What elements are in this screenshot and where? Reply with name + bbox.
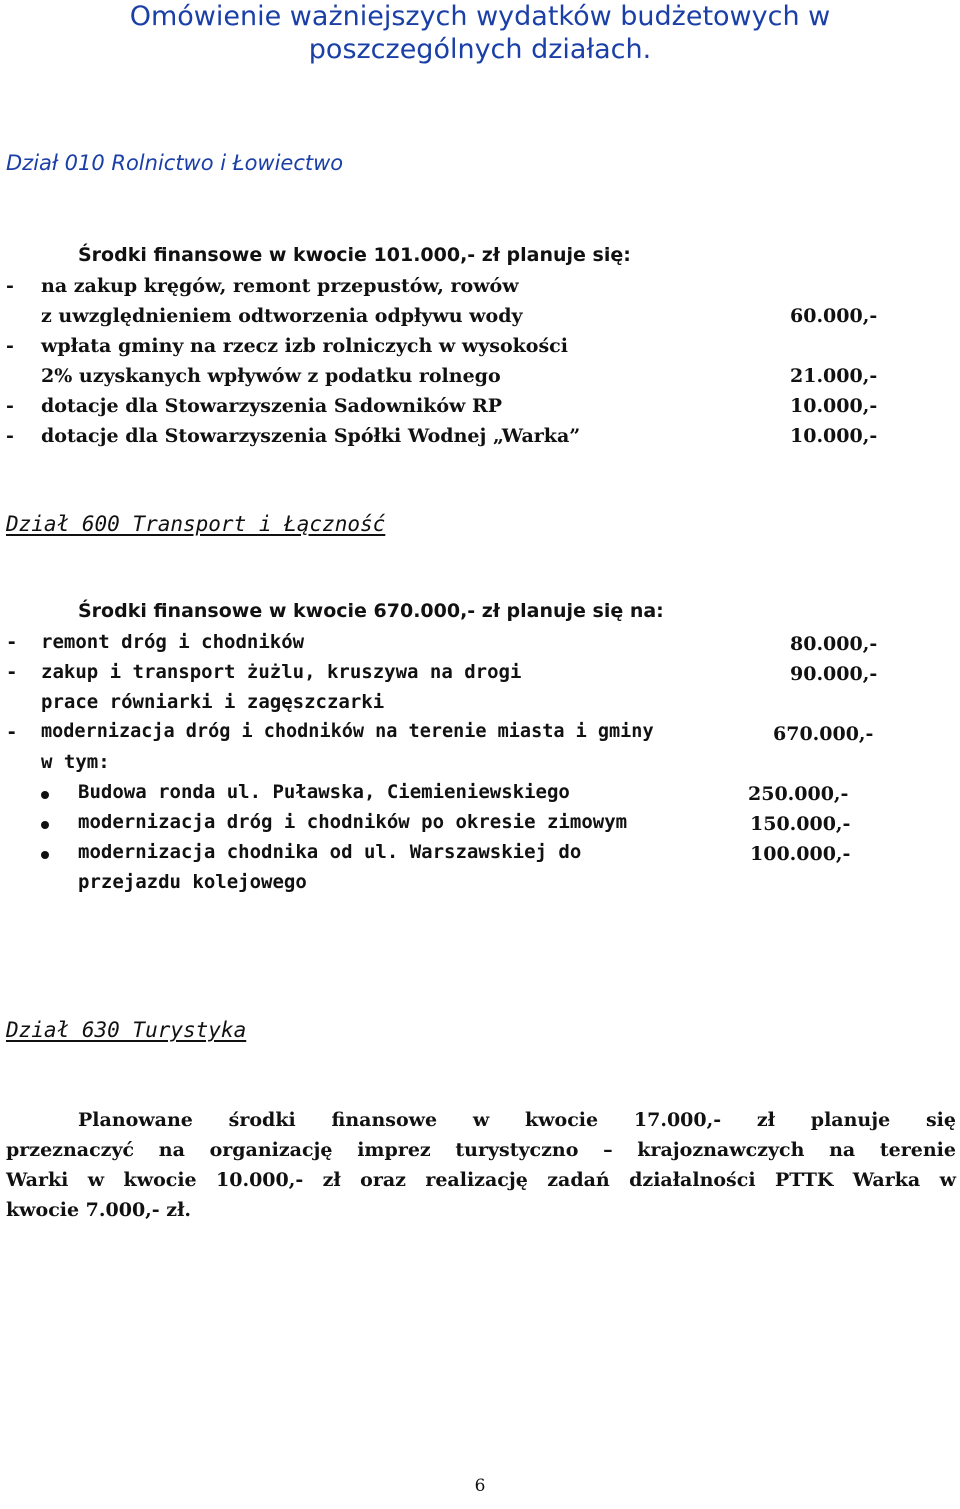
section-630-paragraph	[6, 1105, 956, 1225]
section-heading-630: Dział 630 Turystyka	[6, 1018, 247, 1042]
item-010-2-line-2: 2% uzyskanych wpływów z podatku rolnego	[41, 365, 501, 387]
bullet-600-3-amount: 100.000,-	[750, 843, 851, 865]
section-630-paragraph-line-4: kwocie 7.000,- zł.	[6, 1199, 192, 1221]
item-010-4-amount: 10.000,-	[790, 425, 878, 447]
bullet-600-3-text: modernizacja chodnika od ul. Warszawskiej do	[78, 841, 582, 863]
item-600-2-text: zakup i transport żużlu, kruszywa na drogi	[41, 661, 522, 683]
item-600-1-text: remont dróg i chodników	[41, 631, 305, 653]
item-010-1-line-1: na zakup kręgów, remont przepustów, rowów	[41, 275, 519, 297]
item-010-2-line-1: wpłata gminy na rzecz izb rolniczych w wysokości	[41, 335, 568, 357]
section-heading-600: Dział 600 Transport i Łączność	[6, 512, 386, 536]
section-630-paragraph-line-3: Warki w kwocie 10.000,- zł oraz realizację zadań działalności PTTK Warka w	[6, 1169, 956, 1191]
section-630-paragraph-line-2: przeznaczyć na organizację imprez turystyczno – krajoznawczych na terenie	[6, 1139, 956, 1161]
bullet-600-1-text: Budowa ronda ul. Puławska, Ciemieniewskiego	[78, 781, 570, 803]
bullet-icon	[41, 851, 49, 859]
section-heading-010: Dział 010 Rolnictwo i Łowiectwo	[6, 151, 344, 175]
item-010-1-line-2: z uwzględnieniem odtworzenia odpływu wody	[41, 305, 523, 327]
section-010-intro: Środki finansowe w kwocie 101.000,- zł planuje się:	[78, 244, 631, 266]
item-010-4-line-1: dotacje dla Stowarzyszenia Spółki Wodnej „Warka”	[41, 425, 581, 447]
item-600-4-amount: 670.000,-	[773, 723, 874, 745]
item-010-2-dash: -	[6, 335, 14, 357]
page-number: 6	[474, 1476, 486, 1496]
item-010-4-dash: -	[6, 425, 14, 447]
item-600-4-text: modernizacja dróg i chodników na terenie miasta i gminy	[41, 721, 654, 742]
item-010-3-dash: -	[6, 395, 14, 417]
item-010-1-dash: -	[6, 275, 14, 297]
item-600-5-text: w tym:	[41, 751, 110, 773]
section-630-paragraph-line-1: Planowane środki finansowe w kwocie 17.000,- zł planuje się	[78, 1109, 956, 1131]
item-010-2-amount: 21.000,-	[790, 365, 878, 387]
item-600-2-amount: 90.000,-	[790, 663, 878, 685]
item-010-3-amount: 10.000,-	[790, 395, 878, 417]
document-title-line-1: Omówienie ważniejszych wydatków budżetowych w	[129, 1, 831, 32]
bullet-600-1-amount: 250.000,-	[748, 783, 849, 805]
bullet-icon	[41, 821, 49, 829]
section-600-intro: Środki finansowe w kwocie 670.000,- zł planuje się na:	[78, 600, 664, 622]
bullet-600-3-text-2: przejazdu kolejowego	[78, 871, 307, 893]
bullet-600-2-text: modernizacja dróg i chodników po okresie zimowym	[78, 811, 628, 833]
bullet-icon	[41, 791, 49, 799]
item-600-4-dash: -	[6, 721, 18, 743]
item-010-1-amount: 60.000,-	[790, 305, 878, 327]
item-600-2-dash: -	[6, 661, 18, 683]
item-600-3-text: prace równiarki i zagęszczarki	[41, 691, 385, 713]
item-010-3-line-1: dotacje dla Stowarzyszenia Sadowników RP	[41, 395, 503, 417]
item-600-1-dash: -	[6, 631, 18, 653]
item-600-1-amount: 80.000,-	[790, 633, 878, 655]
document-title	[0, 0, 960, 66]
document-title-line-2: poszczególnych działach.	[308, 34, 652, 65]
bullet-600-2-amount: 150.000,-	[750, 813, 851, 835]
